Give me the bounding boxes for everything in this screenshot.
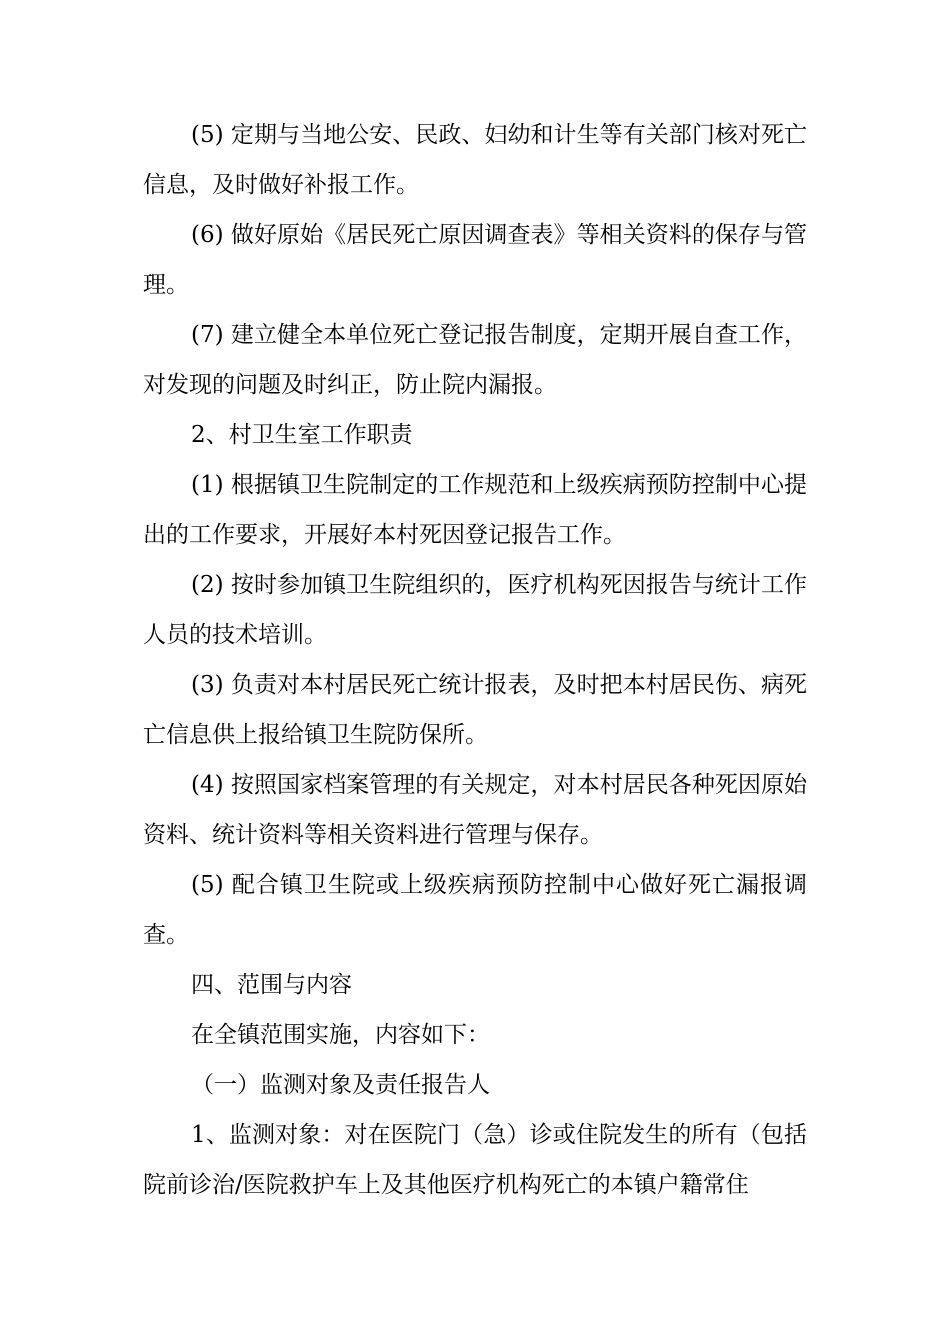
paragraph-town-hospital-duty-7: (7) 建立健全本单位死亡登记报告制度，定期开展自查工作，对发现的问题及时纠正，防止院内漏报。 [143, 322, 807, 398]
paragraph-village-duty-3: (3) 负责对本村居民死亡统计报表，及时把本村居民伤、病死亡信息供上报给镇卫生院防保所。 [143, 672, 807, 748]
paragraph-monitoring-target: 1、监测对象：对在医院门（急）诊或住院发生的所有（包括院前诊治/医院救护车上及其他医疗机构死亡的本镇户籍常住 [143, 1122, 807, 1198]
paragraph-village-duty-5: (5) 配合镇卫生院或上级疾病预防控制中心做好死亡漏报调查。 [143, 872, 807, 948]
document-page [143, 110, 807, 1210]
paragraph-village-duty-1: (1) 根据镇卫生院制定的工作规范和上级疾病预防控制中心提出的工作要求，开展好本村死因登记报告工作。 [143, 472, 807, 548]
subsection-heading-monitoring: （一）监测对象及责任报告人 [191, 1072, 490, 1098]
paragraph-village-duty-4: (4) 按照国家档案管理的有关规定，对本村居民各种死因原始资料、统计资料等相关资料进行管理与保存。 [143, 772, 807, 848]
section-heading-scope: 四、范围与内容 [191, 972, 352, 998]
paragraph-scope-intro: 在全镇范围实施，内容如下： [191, 1022, 490, 1048]
paragraph-town-hospital-duty-5: (5) 定期与当地公安、民政、妇幼和计生等有关部门核对死亡信息，及时做好补报工作。 [143, 122, 807, 198]
paragraph-town-hospital-duty-6: (6) 做好原始《居民死亡原因调查表》等相关资料的保存与管理。 [143, 222, 807, 298]
paragraph-village-duty-2: (2) 按时参加镇卫生院组织的，医疗机构死因报告与统计工作人员的技术培训。 [143, 572, 807, 648]
section-heading-village-clinic: 2、村卫生室工作职责 [191, 422, 413, 448]
